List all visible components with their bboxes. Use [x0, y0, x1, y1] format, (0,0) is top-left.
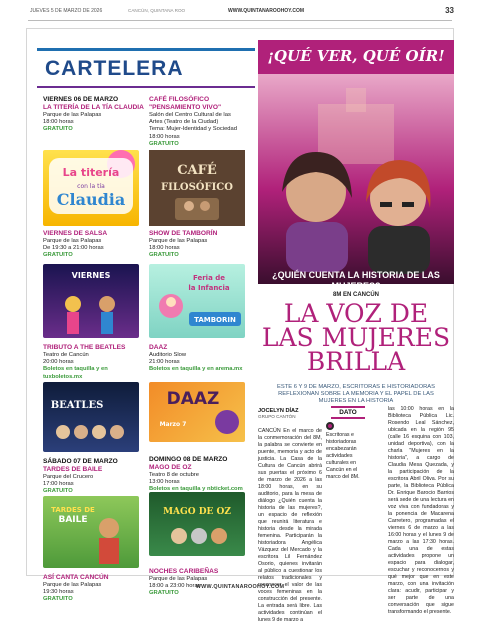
dato-text: Escritoras e historiadoras encabezarán actividades culturales en Cancún en el marco del 8M.: [326, 432, 360, 480]
event-photo-beatles: [43, 382, 139, 452]
event-time: 18:00 horas: [43, 119, 74, 126]
hero-illustration: [258, 74, 454, 284]
event-title: ASÍ CANTA CANCÚN: [43, 574, 109, 581]
article-kicker: 8M EN CANCÚN: [332, 292, 379, 298]
svg-text:DAAZ: DAAZ: [166, 389, 220, 409]
baile-poster: [43, 496, 139, 568]
svg-text:Claudia: Claudia: [56, 190, 126, 209]
svg-text:MAGO DE OZ: MAGO DE OZ: [163, 507, 231, 517]
event-time: 20:00 horas: [43, 359, 74, 366]
event-date: DOMINGO 08 DE MARZO: [149, 456, 228, 463]
article-subhead: ESTE 6 Y 9 DE MARZO, ESCRITORAS E HISTORIADORAS REFLEXIONAN SOBRE LA MEMORIA Y EL PAPEL DE LAS MUJERES EN LA HISTORIA: [276, 384, 436, 404]
section-banner: [258, 40, 454, 74]
event-titeria: [43, 96, 147, 134]
event-title: TARDES DE BAILE: [43, 466, 103, 473]
event-price: GRATUITO: [149, 590, 179, 597]
article-section: [258, 40, 454, 623]
header-site[interactable]: WWW.QUINTANAROOHOY.COM: [228, 8, 305, 14]
svg-text:FILOSÓFICO: FILOSÓFICO: [161, 182, 233, 193]
svg-text:VIERNES: VIERNES: [71, 271, 111, 280]
event-venue-2: Artes (Teatro de la Ciudad): [149, 119, 219, 126]
event-time: 18:00 horas: [149, 133, 180, 140]
event-photo-titeria: [43, 150, 139, 226]
event-photo-mago-oz: [149, 492, 245, 556]
event-venue: Parque de las Palapas: [149, 576, 208, 582]
article-column-1: CANCÚN En el marco de la conmemoración del 8M, la palabra se convierte en puente, memoria y acto de justicia. La Casa de la Cultura de Cancún abrirá sus puertas el próximo 6 de marzo de 2026 a las 18:00 horas, en su auditorio, para la mesa de diálogo ¿Quién cuenta la historia de las mujeres?, un espacio de reflexión que reunirá literatura e historia desde la mirada femenina. Participarán la historiadora Angélica Vázquez del Mercado y la escritora Lil Fernández Osorio, quienes invitarán al público a cuestionar los relatos tradicionales y reconocer el valor de las voces femeninas en la construcción del presente. La entrada será libre. Las actividades continúan el lunes 9 de marzo a: [258, 428, 322, 623]
page-footer[interactable]: WWW.QUINTANAROOHOY.COM: [195, 584, 285, 590]
article-headline: LA VOZ DE LAS MUJERES BRILLA: [261, 299, 451, 376]
event-price[interactable]: Boletos en taquilla y en tuxboletos.mx: [43, 366, 108, 380]
issue-date: JUEVES 5 DE MARZO DE 2026: [30, 8, 103, 14]
event-title: VIERNES DE SALSA: [43, 230, 108, 237]
event-price: GRATUITO: [149, 140, 179, 147]
event-time: 21:00 horas: [149, 359, 180, 366]
event-time: 18:00 a 23:00 horas: [149, 583, 201, 590]
event-title: CAFÉ FILOSÓFICO "PENSAMIENTO VIVO": [149, 96, 222, 111]
cafe-poster: [149, 150, 245, 226]
event-price[interactable]: Boletos en taquilla y nbticket.com: [149, 486, 243, 493]
event-photo-salsa: [43, 264, 139, 338]
oz-poster: [149, 492, 245, 556]
event-mago-oz: [149, 456, 253, 494]
event-date: SÁBADO 07 DE MARZO: [43, 458, 118, 465]
event-time: 17:00 horas: [43, 481, 74, 488]
svg-text:CAFÉ: CAFÉ: [177, 163, 217, 178]
event-venue: Parque de las Palapas: [149, 238, 208, 244]
event-photo-cafe: [149, 150, 245, 226]
bullet-icon: [326, 422, 334, 430]
svg-text:la Infancia: la Infancia: [188, 284, 230, 292]
event-photo-tardes-baile: [43, 496, 139, 568]
cartelera-header: [37, 48, 255, 88]
event-photo-daaz: [149, 382, 245, 442]
svg-text:La titería: La titería: [62, 166, 120, 179]
event-title: TRIBUTO A THE BEATLES: [43, 344, 126, 351]
event-venue: Teatro de Cancún: [43, 352, 89, 358]
beatles-poster: [43, 382, 139, 452]
dato-label: DATO: [331, 406, 365, 419]
event-beatles: [43, 344, 147, 381]
event-price: GRATUITO: [43, 252, 73, 259]
svg-text:TAMBORIN: TAMBORIN: [194, 316, 236, 324]
tamborin-poster: [149, 264, 245, 338]
hero-caption: ¿QUIÉN CUENTA LA HISTORIA DE LAS MUJERES?: [272, 270, 440, 291]
svg-text:BEATLES: BEATLES: [50, 400, 104, 411]
author-name: JOCELYN DÍAZ: [258, 408, 299, 414]
event-daaz: [149, 344, 253, 374]
svg-text:Marzo 7: Marzo 7: [159, 421, 187, 428]
cartelera-title: CARTELERA: [45, 57, 184, 80]
dato-box: [326, 406, 370, 481]
event-title: DAAZ: [149, 344, 168, 351]
event-viernes-salsa: [43, 230, 147, 260]
event-tardes-baile: [43, 458, 147, 496]
event-venue: Auditorio Slow: [149, 352, 187, 358]
header-rule: [28, 20, 452, 21]
event-topic: Tema: Mujer-Identidad y Sociedad: [149, 126, 237, 133]
event-time: 19:30 horas: [43, 589, 74, 596]
svg-text:TARDES DE: TARDES DE: [51, 506, 95, 514]
event-price[interactable]: Boletos en taquilla y en arema.mx: [149, 366, 243, 373]
event-venue: Teatro 8 de octubre: [149, 472, 199, 478]
event-venue: Parque del Crucero: [43, 474, 94, 480]
page-header: [0, 0, 480, 22]
author-outlet: GRUPO CANTÓN: [258, 414, 296, 419]
event-noches-caribenas: [149, 568, 253, 598]
titeria-poster: [43, 150, 139, 226]
salsa-poster: [43, 264, 139, 338]
byline: [258, 408, 318, 419]
event-price: GRATUITO: [43, 596, 73, 603]
page-number: 33: [445, 6, 454, 15]
event-tamborin: [149, 230, 253, 260]
svg-text:Feria de: Feria de: [192, 274, 226, 282]
event-venue: Parque de las Palapas: [43, 582, 102, 588]
event-date: VIERNES 06 DE MARZO: [43, 96, 119, 103]
event-time: De 19:30 a 21:00 horas: [43, 245, 104, 252]
event-price: GRATUITO: [149, 252, 179, 259]
event-title: NOCHES CARIBEÑAS: [149, 568, 219, 575]
svg-text:BAILE: BAILE: [58, 515, 88, 525]
hero-image: [258, 74, 454, 291]
event-time: 13:00 horas: [149, 479, 180, 486]
article-column-3: las 10:00 horas en la Biblioteca Pública Lic. Rosendo Leal Sánchez, ubicada en la región 95 (calle 16 esquina con 103, unidad deportiva), con la charla "Mujeres en la historia", a cargo de Claudia Mesa Quezada, y la participación de la escritora Abril Oliva. Por su parte, la Biblioteca Pública Dr. Enrique Barocio Barrios será sede de una lectura en voz viva con fundadoras y la ponencia de Macarena Carretero, programadas el viernes 6 de marzo a las 16:00 horas y el lunes 9 de marzo a las 17:30 horas. Cada una de estas actividades propone un espacio para dialogar, escuchar y reconocernos y qué mejor que en este marzo, con una invitación clara: acudir, participar y ser parte de una conversación que sigue transformando el presente.: [388, 406, 454, 615]
event-price: GRATUITO: [43, 488, 73, 495]
issue-location: CANCÚN, QUINTANA ROO: [128, 8, 186, 13]
daaz-poster: [149, 382, 245, 442]
event-title: MAGO DE OZ: [149, 464, 192, 471]
event-venue: Salón del Centro Cultural de las: [149, 112, 231, 118]
banner-title: ¡QUÉ VER, QUÉ OÍR!: [267, 47, 445, 65]
event-title: SHOW DE TAMBORÍN: [149, 230, 218, 237]
event-photo-tamborin: [149, 264, 245, 338]
event-cafe-filosofico: [149, 96, 253, 148]
event-price: GRATUITO: [43, 126, 73, 133]
event-title: LA TITERÍA DE LA TÍA CLAUDIA: [43, 104, 144, 111]
event-venue: Parque de las Palapas: [43, 112, 102, 118]
event-venue: Parque de las Palapas: [43, 238, 102, 244]
svg-text:con la tía: con la tía: [77, 183, 105, 190]
event-time: 18:00 horas: [149, 245, 180, 252]
